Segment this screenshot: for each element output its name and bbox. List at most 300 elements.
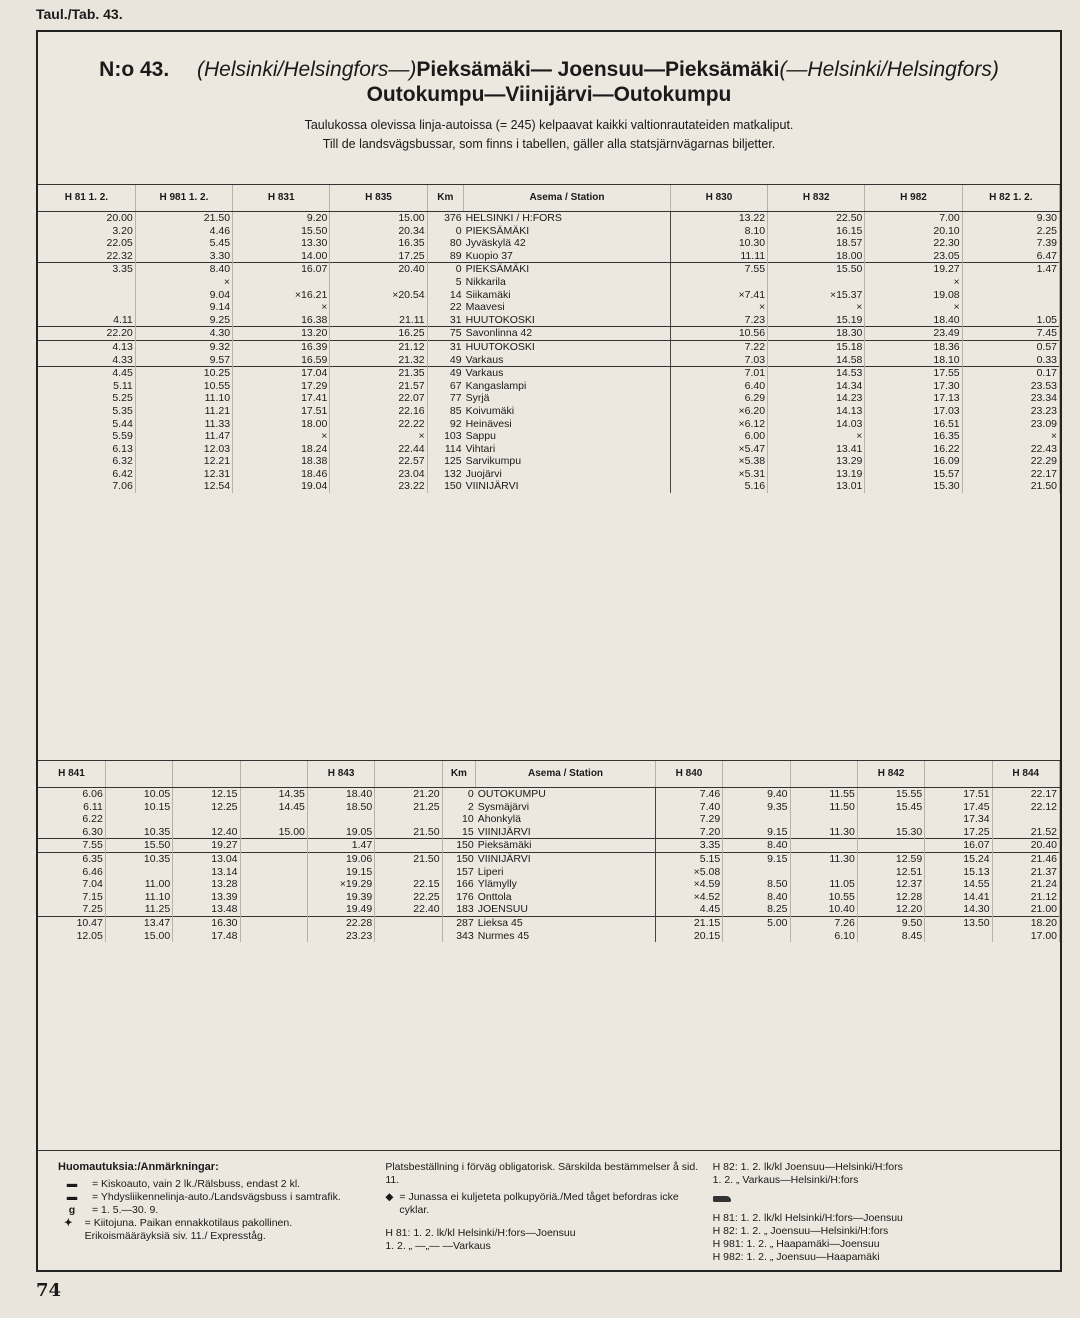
time-cell: 11.10 [135, 392, 232, 405]
time-cell: 18.20 [992, 916, 1059, 929]
time-cell: 9.57 [135, 354, 232, 367]
table-row [38, 839, 1060, 853]
time-cell: 16.07 [925, 839, 992, 853]
time-cell: × [233, 430, 330, 443]
time-cell: ×5.08 [655, 866, 722, 879]
time-cell: 13.01 [768, 480, 865, 493]
km-cell: 10 [462, 813, 474, 826]
time-cell [790, 813, 857, 826]
time-cell: 6.06 [38, 788, 105, 801]
timetable-frame [36, 30, 1062, 1272]
station-name: Vihtari [464, 443, 671, 456]
column-header: H 841 [38, 761, 105, 788]
time-cell: 16.35 [865, 430, 962, 443]
time-cell: 6.47 [962, 250, 1059, 263]
time-cell: 22.28 [307, 916, 374, 929]
table-row [38, 916, 1060, 929]
km-cell: 67 [449, 379, 462, 392]
no-bicycles-icon: ◆ [385, 1191, 394, 1203]
time-cell: 11.10 [105, 891, 172, 904]
time-cell: 21.24 [992, 878, 1059, 891]
km-cell: 49 [427, 367, 463, 380]
station-name: VIINIJÄRVI [464, 480, 671, 493]
time-cell: × [768, 301, 865, 314]
subtitle-fi: Taulukossa olevissa linja-autoissa (= 245) kelpaavat kaikki valtionrautateiden matkaliput. [304, 118, 794, 132]
column-header [723, 761, 790, 788]
time-cell [173, 813, 240, 826]
time-cell: 12.21 [135, 455, 232, 468]
km-cell: 89 [449, 249, 462, 262]
time-cell: 17.41 [233, 392, 330, 405]
time-cell [240, 866, 307, 879]
station-name: Juojärvi [464, 468, 671, 481]
time-cell: 4.30 [135, 327, 232, 341]
time-cell: 0.33 [962, 354, 1059, 367]
tab-label: Taul./Tab. 43. [36, 6, 123, 22]
station-name: Lieksa 45 [476, 916, 656, 929]
time-cell: 15.30 [865, 480, 962, 493]
time-cell [105, 813, 172, 826]
time-cell: 8.50 [723, 878, 790, 891]
time-cell: 10.40 [790, 903, 857, 916]
time-cell: 6.40 [670, 380, 767, 393]
time-cell: 14.53 [768, 367, 865, 380]
table-row [38, 930, 1060, 943]
table-row [38, 430, 1060, 443]
time-cell: 16.38 [233, 314, 330, 327]
time-cell: × [233, 301, 330, 314]
time-cell: 21.46 [992, 852, 1059, 865]
time-cell: 3.35 [655, 839, 722, 853]
km-cell: 125 [444, 455, 462, 468]
time-cell: 13.04 [173, 852, 240, 865]
time-cell: 18.00 [768, 250, 865, 263]
time-cell: 7.55 [38, 839, 105, 853]
column-header: H 81 1. 2. [38, 185, 135, 212]
time-cell: 17.51 [925, 788, 992, 801]
note-symbol-icon: ✦ [63, 1217, 73, 1229]
km-cell: 92 [449, 417, 462, 430]
time-cell: 6.10 [790, 930, 857, 943]
time-cell: 5.15 [655, 852, 722, 865]
table-row [38, 852, 1060, 865]
time-cell: 18.38 [233, 455, 330, 468]
time-cell [38, 289, 135, 302]
time-cell: 13.50 [925, 916, 992, 929]
time-cell: 17.48 [173, 930, 240, 943]
note-symbol-icon: ▬ [66, 1178, 78, 1190]
time-cell: 5.00 [723, 916, 790, 929]
table-row [38, 314, 1060, 327]
time-cell: 6.22 [38, 813, 105, 826]
time-cell: 11.21 [135, 405, 232, 418]
table-number: N:o 43. [99, 58, 170, 81]
time-cell [240, 891, 307, 904]
time-cell: 22.43 [962, 443, 1059, 456]
km-cell: 176 [456, 890, 474, 903]
note-h82-varkaus: 1. 2. „ Varkaus—Helsinki/H:fors [712, 1174, 859, 1186]
time-cell: ×7.41 [670, 289, 767, 302]
time-cell [723, 930, 790, 943]
time-cell: 23.23 [307, 930, 374, 943]
km-cell: 31 [427, 340, 463, 353]
time-cell: 18.40 [307, 788, 374, 801]
time-cell: 22.07 [330, 392, 427, 405]
time-cell: 12.20 [857, 903, 924, 916]
table-row [38, 301, 1060, 314]
time-cell [38, 301, 135, 314]
time-cell: 22.57 [330, 455, 427, 468]
time-cell: 20.34 [330, 225, 427, 238]
time-cell: 14.13 [768, 405, 865, 418]
table-row [38, 418, 1060, 431]
column-header: H 840 [655, 761, 722, 788]
km-cell: 0 [467, 788, 474, 800]
time-cell: 19.49 [307, 903, 374, 916]
time-cell: 7.15 [38, 891, 105, 904]
note-text: = Kiskoauto, vain 2 lk./Rälsbuss, endast 2 kl. [92, 1178, 301, 1190]
time-cell: 7.40 [655, 801, 722, 814]
time-cell: 7.03 [670, 354, 767, 367]
time-cell: 15.00 [330, 212, 427, 225]
time-cell [375, 916, 442, 929]
time-cell: 15.50 [105, 839, 172, 853]
table-row [38, 443, 1060, 456]
time-cell: 1.05 [962, 314, 1059, 327]
note-no-bicycles: = Junassa ei kuljeteta polkupyöriä./Med tåget befordras icke cyklar. [399, 1191, 679, 1216]
km-cell: 183 [456, 903, 474, 916]
time-cell: 21.50 [375, 826, 442, 839]
time-cell: ×6.12 [670, 418, 767, 431]
table-2-header-row [38, 761, 1060, 788]
station-name: PIEKSÄMÄKI [464, 225, 671, 238]
time-cell: 16.59 [233, 354, 330, 367]
time-cell: 4.11 [38, 314, 135, 327]
time-cell: × [330, 430, 427, 443]
time-cell: 3.35 [38, 263, 135, 276]
time-cell: 8.10 [670, 225, 767, 238]
km-cell: 0 [427, 263, 463, 276]
time-cell: 13.30 [233, 237, 330, 250]
time-cell: 17.04 [233, 367, 330, 380]
time-cell: 8.25 [723, 903, 790, 916]
time-cell: 12.15 [173, 788, 240, 801]
time-cell: 16.30 [173, 916, 240, 929]
time-cell: 5.45 [135, 237, 232, 250]
time-cell: 22.15 [375, 878, 442, 891]
table-row [38, 225, 1060, 238]
time-cell: 10.30 [670, 237, 767, 250]
time-cell: 13.39 [173, 891, 240, 904]
time-cell [240, 852, 307, 865]
time-cell: 2.25 [962, 225, 1059, 238]
time-cell: 22.29 [962, 455, 1059, 468]
time-cell: 17.45 [925, 801, 992, 814]
column-header: H 832 [768, 185, 865, 212]
time-cell: 23.22 [330, 480, 427, 493]
time-cell [105, 866, 172, 879]
time-cell: 20.00 [38, 212, 135, 225]
time-cell: 10.25 [135, 367, 232, 380]
time-cell: 10.55 [135, 380, 232, 393]
time-cell: 22.20 [38, 327, 135, 341]
time-cell: 23.09 [962, 418, 1059, 431]
time-cell: 7.45 [962, 327, 1059, 341]
time-cell: 6.11 [38, 801, 105, 814]
time-cell: 16.35 [330, 237, 427, 250]
table-1-header-row [38, 185, 1060, 212]
station-name: Liperi [476, 866, 656, 879]
km-cell: 80 [449, 237, 462, 250]
time-cell: 13.20 [233, 327, 330, 341]
time-cell: 13.19 [768, 468, 865, 481]
station-name: HUUTOKOSKI [464, 314, 671, 327]
time-cell: 9.30 [962, 212, 1059, 225]
time-cell: 8.40 [723, 891, 790, 904]
time-cell: 11.05 [790, 878, 857, 891]
time-cell: 5.44 [38, 418, 135, 431]
time-cell: × [865, 301, 962, 314]
km-cell: 150 [442, 852, 476, 865]
table-row [38, 801, 1060, 814]
column-header: Km [442, 761, 476, 788]
time-cell: 7.46 [655, 788, 722, 801]
time-cell [375, 839, 442, 853]
note-h81-varkaus: 1. 2. „ —„— —Varkaus [385, 1240, 491, 1252]
time-cell: 15.00 [105, 930, 172, 943]
time-cell [240, 839, 307, 853]
table-row [38, 468, 1060, 481]
time-cell [962, 289, 1059, 302]
km-cell: 77 [449, 392, 462, 405]
time-cell: 14.45 [240, 801, 307, 814]
time-cell: 0.17 [962, 367, 1059, 380]
table-row [38, 276, 1060, 289]
time-cell [723, 866, 790, 879]
time-cell: 12.59 [857, 852, 924, 865]
note-symbol-icon: g [68, 1204, 76, 1216]
time-cell: 15.50 [233, 225, 330, 238]
time-cell: 7.29 [655, 813, 722, 826]
column-header: H 843 [307, 761, 374, 788]
station-name: Onttola [476, 891, 656, 904]
station-name: HELSINKI / H:FORS [464, 212, 671, 225]
time-cell: 14.41 [925, 891, 992, 904]
time-cell: 5.59 [38, 430, 135, 443]
time-cell [768, 276, 865, 289]
station-name: Heinävesi [464, 418, 671, 431]
time-cell: 21.50 [135, 212, 232, 225]
time-cell: 7.22 [670, 340, 767, 353]
time-cell: 16.07 [233, 263, 330, 276]
table-row [38, 327, 1060, 341]
time-cell: × [962, 430, 1059, 443]
time-cell [330, 276, 427, 289]
column-header: H 831 [233, 185, 330, 212]
time-cell: ×4.59 [655, 878, 722, 891]
time-cell: 22.32 [38, 250, 135, 263]
time-cell: 12.37 [857, 878, 924, 891]
km-cell: 114 [444, 442, 462, 455]
time-cell: 21.25 [375, 801, 442, 814]
time-cell: 5.16 [670, 480, 767, 493]
page-number: 74 [36, 1280, 62, 1301]
column-header: H 981 1. 2. [135, 185, 232, 212]
time-cell [233, 276, 330, 289]
notes-title: Huomautuksia:/Anmärkningar: [58, 1161, 219, 1173]
table-row [38, 367, 1060, 380]
timetable-table-1 [38, 185, 1060, 493]
column-header [240, 761, 307, 788]
time-cell: 9.15 [723, 852, 790, 865]
time-cell: 10.55 [790, 891, 857, 904]
time-cell [857, 813, 924, 826]
time-cell: 9.25 [135, 314, 232, 327]
table-row [38, 380, 1060, 393]
time-cell: 16.22 [865, 443, 962, 456]
time-cell: 23.04 [330, 468, 427, 481]
time-cell: 1.47 [307, 839, 374, 853]
note-r-h982: H 982: 1. 2. „ Joensuu—Haapamäki [712, 1251, 880, 1263]
time-cell: 15.30 [857, 826, 924, 839]
station-name: Siikamäki [464, 289, 671, 302]
time-cell [375, 866, 442, 879]
time-cell: 9.20 [233, 212, 330, 225]
time-cell [723, 813, 790, 826]
time-cell: 19.39 [307, 891, 374, 904]
km-cell: 22 [449, 301, 462, 314]
time-cell: ×6.20 [670, 405, 767, 418]
time-cell [790, 839, 857, 853]
time-cell: 14.00 [233, 250, 330, 263]
time-cell: 15.18 [768, 340, 865, 353]
time-cell: 22.22 [330, 418, 427, 431]
time-cell [307, 813, 374, 826]
time-cell: 17.03 [865, 405, 962, 418]
time-cell: 13.14 [173, 866, 240, 879]
column-header: H 82 1. 2. [962, 185, 1059, 212]
time-cell: 11.25 [105, 903, 172, 916]
table-row [38, 891, 1060, 904]
time-cell [925, 930, 992, 943]
time-cell: 15.50 [768, 263, 865, 276]
time-cell: 21.00 [992, 903, 1059, 916]
time-cell: 22.17 [962, 468, 1059, 481]
timetable-header [38, 32, 1060, 154]
station-name: VIINIJÄRVI [476, 826, 656, 839]
note-r-h82: H 82: 1. 2. „ Joensuu—Helsinki/H:fors [712, 1225, 889, 1237]
km-cell: 376 [444, 212, 462, 224]
time-cell: 9.32 [135, 340, 232, 353]
time-cell: 12.54 [135, 480, 232, 493]
km-cell: 49 [449, 353, 462, 366]
notes-section [38, 1150, 1060, 1274]
time-cell [240, 878, 307, 891]
station-name: Ylämylly [476, 878, 656, 891]
time-cell: 23.53 [962, 380, 1059, 393]
note-h81: H 81: 1. 2. lk/kl Helsinki/H:fors—Joensuu [385, 1227, 576, 1239]
time-cell: 14.23 [768, 392, 865, 405]
time-cell: 10.35 [105, 852, 172, 865]
time-cell: ×5.38 [670, 455, 767, 468]
time-cell: 10.05 [105, 788, 172, 801]
time-cell [670, 276, 767, 289]
table-row [38, 405, 1060, 418]
column-header: Asema / Station [464, 185, 671, 212]
table-row [38, 354, 1060, 367]
time-cell [375, 930, 442, 943]
time-cell: 7.06 [38, 480, 135, 493]
time-cell: 7.26 [790, 916, 857, 929]
time-cell: 11.55 [790, 788, 857, 801]
time-cell: 21.11 [330, 314, 427, 327]
title-prefix: (Helsinki/Helsingfors—) [197, 58, 417, 81]
km-cell: 157 [456, 865, 474, 878]
timetable-section-2 [38, 760, 1060, 942]
time-cell: 18.36 [865, 340, 962, 353]
column-header: H 842 [857, 761, 924, 788]
column-header [173, 761, 240, 788]
note-reservation: Platsbeställning i förväg obligatorisk. Särskilda bestämmelser å sid. 11. [385, 1161, 699, 1186]
column-header: H 835 [330, 185, 427, 212]
title-suffix: (—Helsinki/Helsingfors) [779, 58, 999, 81]
time-cell: 19.08 [865, 289, 962, 302]
km-cell: 150 [444, 480, 462, 493]
table-row [38, 263, 1060, 276]
time-cell [240, 930, 307, 943]
time-cell: 13.29 [768, 455, 865, 468]
time-cell: 7.25 [38, 903, 105, 916]
time-cell: ×4.52 [655, 891, 722, 904]
time-cell: 4.45 [38, 367, 135, 380]
column-header: H 830 [670, 185, 767, 212]
time-cell: 12.25 [173, 801, 240, 814]
note-item [58, 1191, 373, 1204]
km-cell: 150 [442, 839, 476, 853]
time-cell: 7.39 [962, 237, 1059, 250]
table-row [38, 289, 1060, 302]
time-cell: 13.41 [768, 443, 865, 456]
time-cell: 18.57 [768, 237, 865, 250]
time-cell: 23.49 [865, 327, 962, 341]
time-cell: 19.15 [307, 866, 374, 879]
time-cell: 11.47 [135, 430, 232, 443]
time-cell: 17.51 [233, 405, 330, 418]
column-header [790, 761, 857, 788]
column-header: Km [427, 185, 463, 212]
time-cell: 15.19 [768, 314, 865, 327]
time-cell: 7.23 [670, 314, 767, 327]
time-cell: 4.33 [38, 354, 135, 367]
time-cell: 10.35 [105, 826, 172, 839]
time-cell: 15.00 [240, 826, 307, 839]
page-title [38, 58, 1060, 82]
time-cell: 18.30 [768, 327, 865, 341]
time-cell: 7.00 [865, 212, 962, 225]
time-cell [240, 903, 307, 916]
table-row [38, 237, 1060, 250]
railbus-icon [713, 1196, 731, 1202]
time-cell: 7.20 [655, 826, 722, 839]
km-cell: 75 [427, 327, 463, 341]
time-cell: 4.13 [38, 340, 135, 353]
subtitle-sv: Till de landsvägsbussar, som finns i tabellen, gäller alla statsjärnvägarnas biljetter. [322, 137, 776, 151]
table-row [38, 826, 1060, 839]
time-cell: 21.32 [330, 354, 427, 367]
time-cell: ×16.21 [233, 289, 330, 302]
time-cell: 5.35 [38, 405, 135, 418]
time-cell: 22.16 [330, 405, 427, 418]
